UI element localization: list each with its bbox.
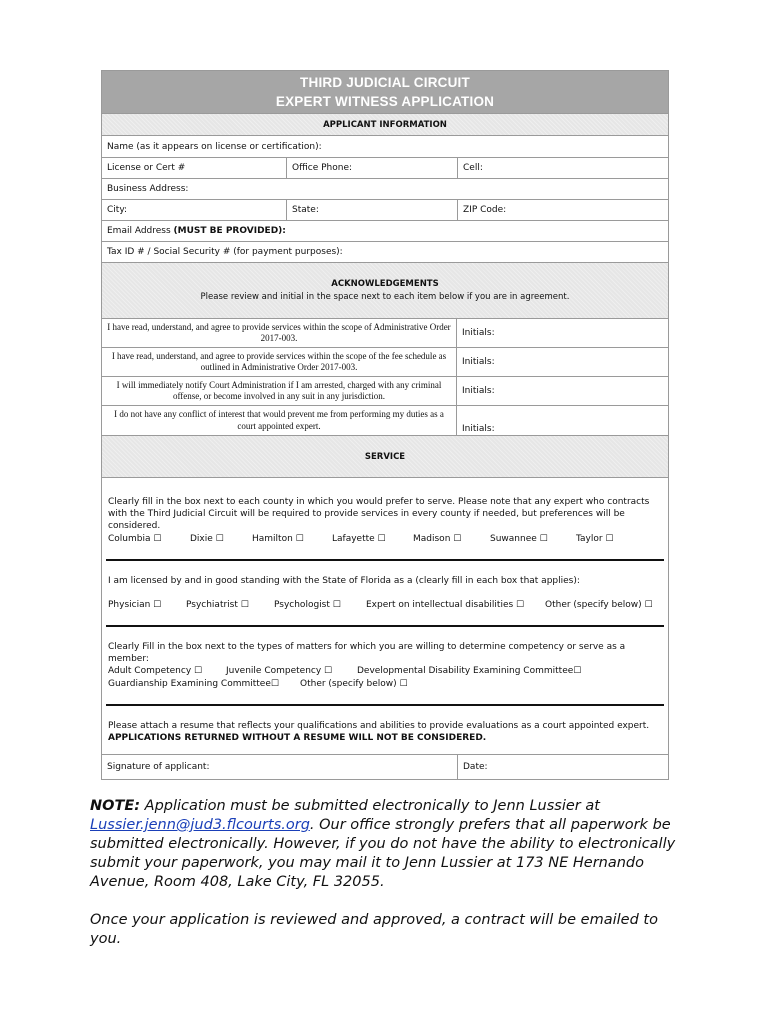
city-field[interactable]: City: [107, 205, 128, 215]
name-field[interactable]: Name (as it appears on license or certification): [107, 141, 322, 152]
license-instructions: I am licensed by and in good standing with the State of Florida as a (clearly fill in each box that applies): [108, 576, 580, 586]
divider [106, 704, 664, 706]
license-field[interactable]: License or Cert # [107, 163, 186, 173]
county-suwannee-checkbox[interactable]: Suwannee ☐ [490, 534, 548, 544]
service-header-text: SERVICE [364, 451, 406, 462]
form-title [102, 71, 668, 113]
initials-field[interactable]: Initials: [456, 348, 668, 376]
title-line-2: EXPERT WITNESS APPLICATION [275, 94, 495, 109]
ack-item-text: I have read, understand, and agree to provide services within the scope of Administrative Order 2017-003. [107, 321, 451, 343]
name-row [102, 135, 668, 157]
county-lafayette-checkbox[interactable]: Lafayette ☐ [332, 534, 386, 544]
county-taylor-checkbox[interactable]: Taylor ☐ [576, 534, 614, 544]
matters-row-2 [108, 679, 662, 689]
other-profession-checkbox[interactable]: Other (specify below) ☐ [545, 600, 653, 610]
signature-row [102, 754, 668, 779]
ack-item-3 [102, 376, 668, 405]
service-section-header [102, 435, 668, 477]
county-columbia-checkbox[interactable]: Columbia ☐ [108, 534, 162, 544]
cell-field[interactable]: Cell: [457, 158, 668, 178]
note-text-2: . Our office strongly prefers that all paperwork be submitted electronically. However, if you do not have the ability to electronically submit your paperwork, you may mail it to Jenn Lussier at 173 NE Hernando Avenue, Room 408, Lake City, FL 32055. [90, 817, 676, 890]
ack-item-1 [102, 318, 668, 347]
note-text-1: Application must be submitted electronically to Jenn Lussier at [140, 798, 600, 814]
ack-item-text: I do not have any conflict of interest that would prevent me from performing my duties as a court appointed expert. [114, 409, 444, 431]
initials-field[interactable]: Initials: [456, 406, 668, 435]
city-row [102, 199, 668, 220]
initials-field[interactable]: Initials: [456, 319, 668, 347]
county-checklist [108, 534, 662, 544]
intellectual-disabilities-checkbox[interactable]: Expert on intellectual disabilities ☐ [366, 600, 525, 610]
business-address-row [102, 178, 668, 199]
juvenile-competency-checkbox[interactable]: Juvenile Competency ☐ [226, 666, 333, 676]
county-madison-checkbox[interactable]: Madison ☐ [413, 534, 462, 544]
email-label: Email Address [107, 226, 174, 236]
email-required-label: (MUST BE PROVIDED): [173, 226, 286, 236]
ack-section-header [102, 262, 668, 318]
business-address-field[interactable]: Business Address: [107, 184, 189, 194]
matters-instructions: Clearly Fill in the box next to the types of matters for which you are willing to determine competency or serve as a member: [108, 642, 626, 664]
office-phone-field[interactable]: Office Phone: [286, 158, 457, 178]
ack-item-2 [102, 347, 668, 376]
matters-row-1 [108, 666, 662, 676]
title-line-1: THIRD JUDICIAL CIRCUIT [300, 75, 470, 90]
state-field[interactable]: State: [286, 200, 457, 220]
applicant-section-header [102, 113, 668, 135]
developmental-disability-checkbox[interactable]: Developmental Disability Examining Committee☐ [357, 666, 582, 676]
email-row [102, 220, 668, 241]
divider [106, 559, 664, 561]
zip-field[interactable]: ZIP Code: [457, 200, 668, 220]
physician-checkbox[interactable]: Physician ☐ [108, 600, 162, 610]
initials-field[interactable]: Initials: [456, 377, 668, 405]
ack-subheader-text: Please review and initial in the space next to each item below if you are in agreement. [200, 292, 570, 302]
ack-item-text: I have read, understand, and agree to provide services within the scope of the fee schedule as outlined in Administrative Order 2017-003. [111, 350, 447, 372]
other-matter-checkbox[interactable]: Other (specify below) ☐ [300, 679, 408, 689]
service-block [102, 477, 668, 754]
tax-id-field[interactable]: Tax ID # / Social Security # (for payment purposes): [107, 247, 343, 257]
email-field[interactable] [102, 221, 668, 241]
ack-item-4 [102, 405, 668, 435]
applicant-header-text: APPLICANT INFORMATION [323, 119, 447, 130]
resume-instructions [108, 720, 662, 744]
psychiatrist-checkbox[interactable]: Psychiatrist ☐ [186, 600, 249, 610]
divider [106, 625, 664, 627]
psychologist-checkbox[interactable]: Psychologist ☐ [274, 600, 341, 610]
signature-field[interactable]: Signature of applicant: [107, 762, 210, 772]
resume-warning: APPLICATIONS RETURNED WITHOUT A RESUME WILL NOT BE CONSIDERED. [108, 733, 487, 743]
county-instructions: Clearly fill in the box next to each county in which you would prefer to serve. Please note that any expert who contracts with the Third Judicial Circuit will be required to provide services in every county if needed, but preferences will be considered. [108, 497, 650, 531]
profession-checklist [108, 600, 662, 610]
submission-note [90, 797, 690, 892]
resume-line: Please attach a resume that reflects your qualifications and abilities to provide evaluations as a court appointed expert. [108, 721, 650, 731]
note-label: NOTE: [90, 798, 141, 814]
adult-competency-checkbox[interactable]: Adult Competency ☐ [108, 666, 203, 676]
date-field[interactable]: Date: [457, 755, 668, 779]
tax-id-row [102, 241, 668, 262]
closing-note: Once your application is reviewed and approved, a contract will be emailed to you. [90, 912, 658, 947]
county-hamilton-checkbox[interactable]: Hamilton ☐ [252, 534, 304, 544]
email-link[interactable]: Lussier.jenn@jud3.flcourts.org [90, 817, 310, 833]
county-dixie-checkbox[interactable]: Dixie ☐ [190, 534, 224, 544]
ack-header-text: ACKNOWLEDGEMENTS [331, 279, 439, 289]
ack-item-text: I will immediately notify Court Administration if I am arrested, charged with any criminal offense, or become involved in any suit in any jurisdiction. [116, 379, 442, 401]
application-form [101, 70, 669, 780]
guardianship-committee-checkbox[interactable]: Guardianship Examining Committee☐ [108, 679, 279, 689]
license-row [102, 157, 668, 178]
